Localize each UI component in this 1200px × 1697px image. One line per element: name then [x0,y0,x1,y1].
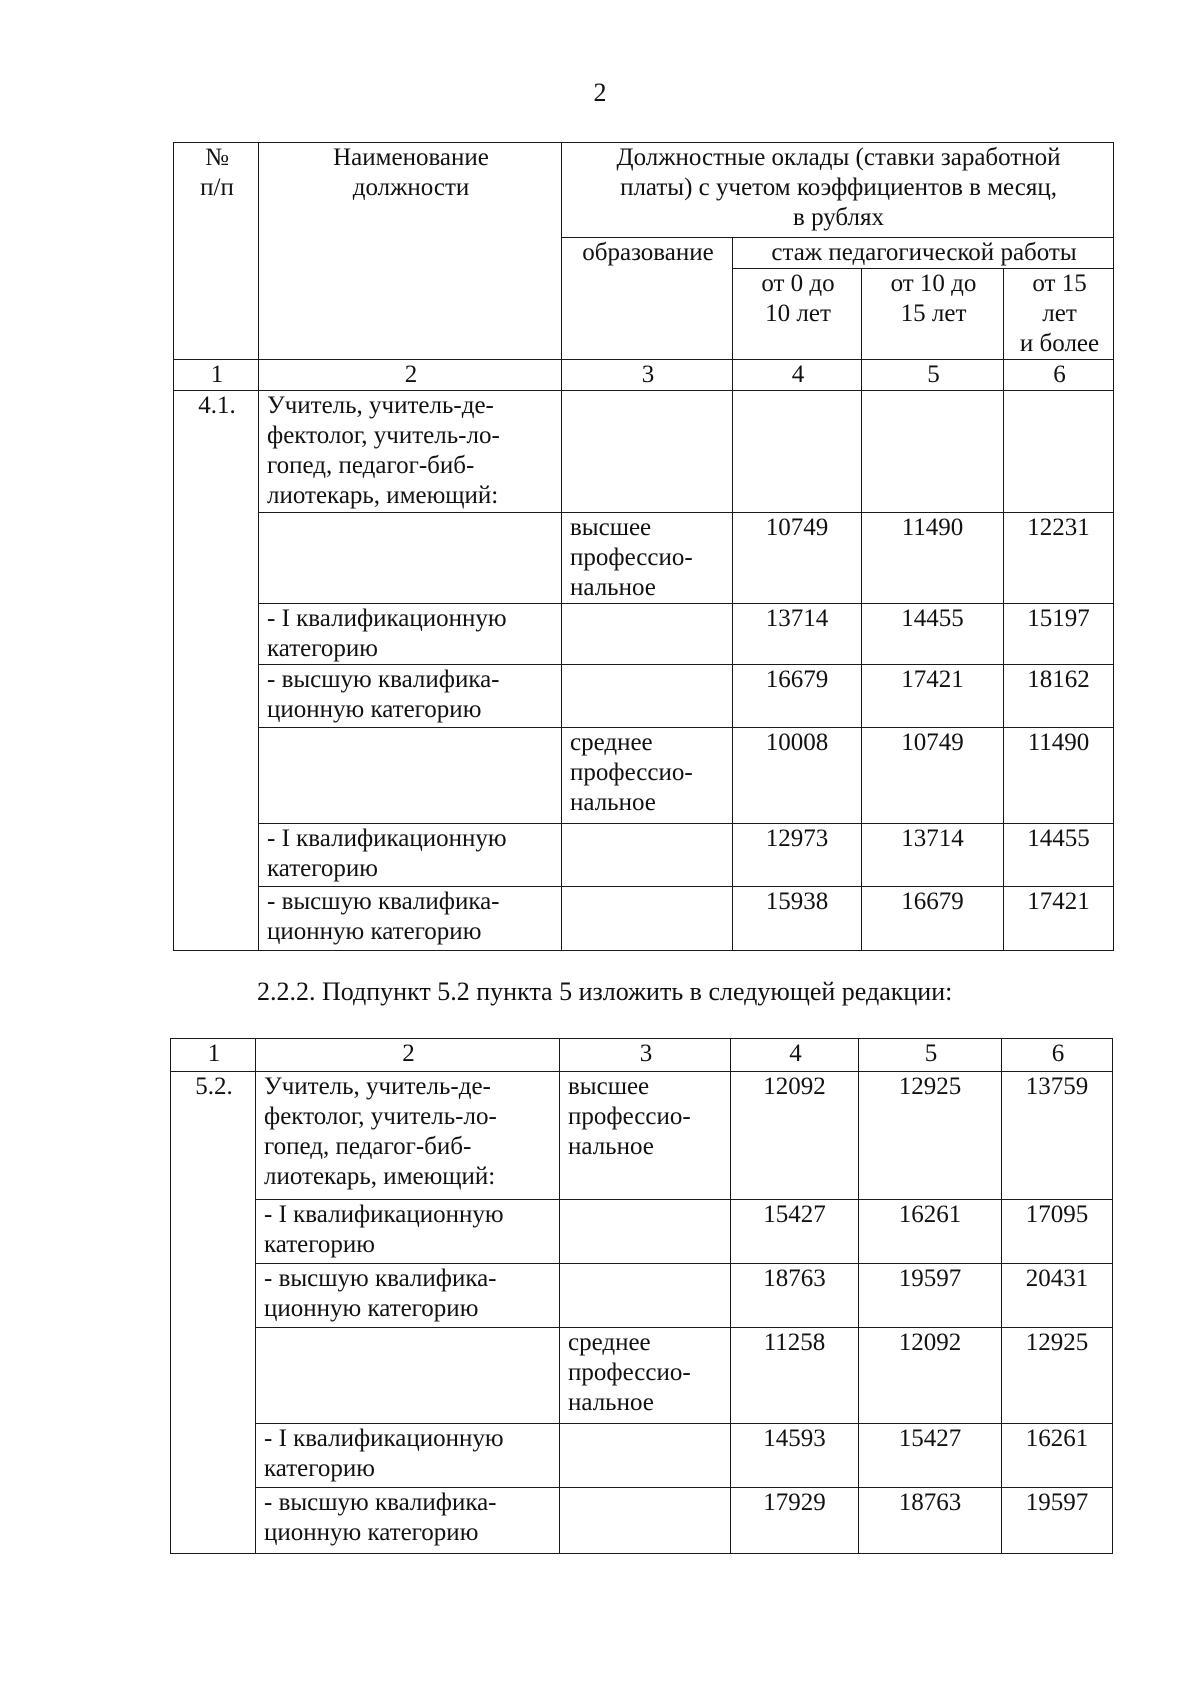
table-row [174,665,1114,728]
position-name: Учитель, учитель-де- фектолог, учитель-ло- гопед, педагог-биб- лиотекарь, имеющий: [256,1072,560,1200]
salary-value: 12231 [1004,513,1114,604]
salary-value: 17095 [1002,1200,1113,1264]
col-number: 6 [1002,1039,1113,1072]
col-number: 1 [174,360,259,391]
table-row [174,728,1114,824]
position-name [259,728,562,824]
salary-value: 17421 [862,665,1004,728]
salary-value: 10008 [733,728,862,824]
salary-value: 18763 [731,1264,859,1328]
header-exp-10-15: от 10 до 15 лет [862,269,1004,360]
education-level [562,824,733,887]
position-name: - I квалификационную категорию [259,604,562,665]
education-level [560,1200,731,1264]
section-number: 5.2. [171,1072,256,1554]
education-level [560,1488,731,1554]
header-salaries: Должностные оклады (ставки заработной платы) с учетом коэффициентов в месяц, в рублях [562,143,1114,238]
salary-value [862,391,1004,513]
salary-value: 14455 [862,604,1004,665]
col-number: 5 [862,360,1004,391]
header-experience: стаж педагогической работы [733,238,1114,269]
salary-value [733,391,862,513]
table-row [171,1328,1113,1424]
salary-value: 18763 [859,1488,1002,1554]
header-education: образование [562,238,733,360]
education-level: высшее профессио- нальное [560,1072,731,1200]
salary-value: 13714 [862,824,1004,887]
col-number: 1 [171,1039,256,1072]
table-row [171,1424,1113,1488]
col-number: 2 [256,1039,560,1072]
education-level [562,391,733,513]
header-position-name: Наименование должности [259,143,562,360]
table-row [174,887,1114,951]
amendment-paragraph: 2.2.2. Подпункт 5.2 пункта 5 изложить в следующей редакции: [257,977,953,1006]
salary-value: 12925 [1002,1328,1113,1424]
position-name: - I квалификационную категорию [256,1424,560,1488]
education-level: среднее профессио- нальное [562,728,733,824]
education-level [562,887,733,951]
salary-value: 10749 [862,728,1004,824]
salary-value: 17421 [1004,887,1114,951]
header-num: № п/п [174,143,259,360]
salary-value: 16261 [859,1200,1002,1264]
table-row [174,391,1114,513]
column-number-row [174,360,1114,391]
salary-table-4-1 [173,142,1114,951]
col-number: 5 [859,1039,1002,1072]
salary-value: 14455 [1004,824,1114,887]
salary-value: 11490 [862,513,1004,604]
salary-value: 15427 [731,1200,859,1264]
salary-value: 18162 [1004,665,1114,728]
position-name: - высшую квалифика- ционную категорию [259,887,562,951]
salary-value: 12092 [731,1072,859,1200]
education-level [562,604,733,665]
education-level: среднее профессио- нальное [560,1328,731,1424]
col-number: 3 [562,360,733,391]
salary-value: 19597 [1002,1488,1113,1554]
salary-value: 17929 [731,1488,859,1554]
salary-value: 15197 [1004,604,1114,665]
table-row [171,1200,1113,1264]
col-number: 4 [731,1039,859,1072]
education-level [560,1264,731,1328]
table-row [174,604,1114,665]
position-name: - I квалификационную категорию [256,1200,560,1264]
col-number: 3 [560,1039,731,1072]
position-name [259,513,562,604]
salary-value: 14593 [731,1424,859,1488]
position-name [256,1328,560,1424]
table-row [174,824,1114,887]
salary-value: 13759 [1002,1072,1113,1200]
col-number: 6 [1004,360,1114,391]
table-row [171,1488,1113,1554]
salary-value: 12925 [859,1072,1002,1200]
position-name: Учитель, учитель-де- фектолог, учитель-ло- гопед, педагог-биб- лиотекарь, имеющий: [259,391,562,513]
salary-table-5-2 [170,1038,1113,1554]
salary-value: 15427 [859,1424,1002,1488]
header-exp-15-plus: от 15 лет и более [1004,269,1114,360]
salary-value: 11490 [1004,728,1114,824]
salary-value: 12973 [733,824,862,887]
salary-value: 13714 [733,604,862,665]
table-row [171,1264,1113,1328]
salary-value [1004,391,1114,513]
position-name: - высшую квалифика- ционную категорию [259,665,562,728]
education-level [562,665,733,728]
education-level [560,1424,731,1488]
position-name: - I квалификационную категорию [259,824,562,887]
page-number: 2 [593,78,607,107]
section-number: 4.1. [174,391,259,951]
salary-value: 16679 [733,665,862,728]
position-name: - высшую квалифика- ционную категорию [256,1264,560,1328]
table-row [171,1072,1113,1200]
salary-value: 10749 [733,513,862,604]
col-number: 2 [259,360,562,391]
header-exp-0-10: от 0 до 10 лет [733,269,862,360]
salary-value: 15938 [733,887,862,951]
salary-value: 12092 [859,1328,1002,1424]
position-name: - высшую квалифика- ционную категорию [256,1488,560,1554]
salary-value: 20431 [1002,1264,1113,1328]
col-number: 4 [733,360,862,391]
column-number-row [171,1039,1113,1072]
table-row [174,513,1114,604]
table-header-row [174,143,1114,238]
salary-value: 19597 [859,1264,1002,1328]
salary-value: 16679 [862,887,1004,951]
salary-value: 16261 [1002,1424,1113,1488]
education-level: высшее профессио- нальное [562,513,733,604]
salary-value: 11258 [731,1328,859,1424]
